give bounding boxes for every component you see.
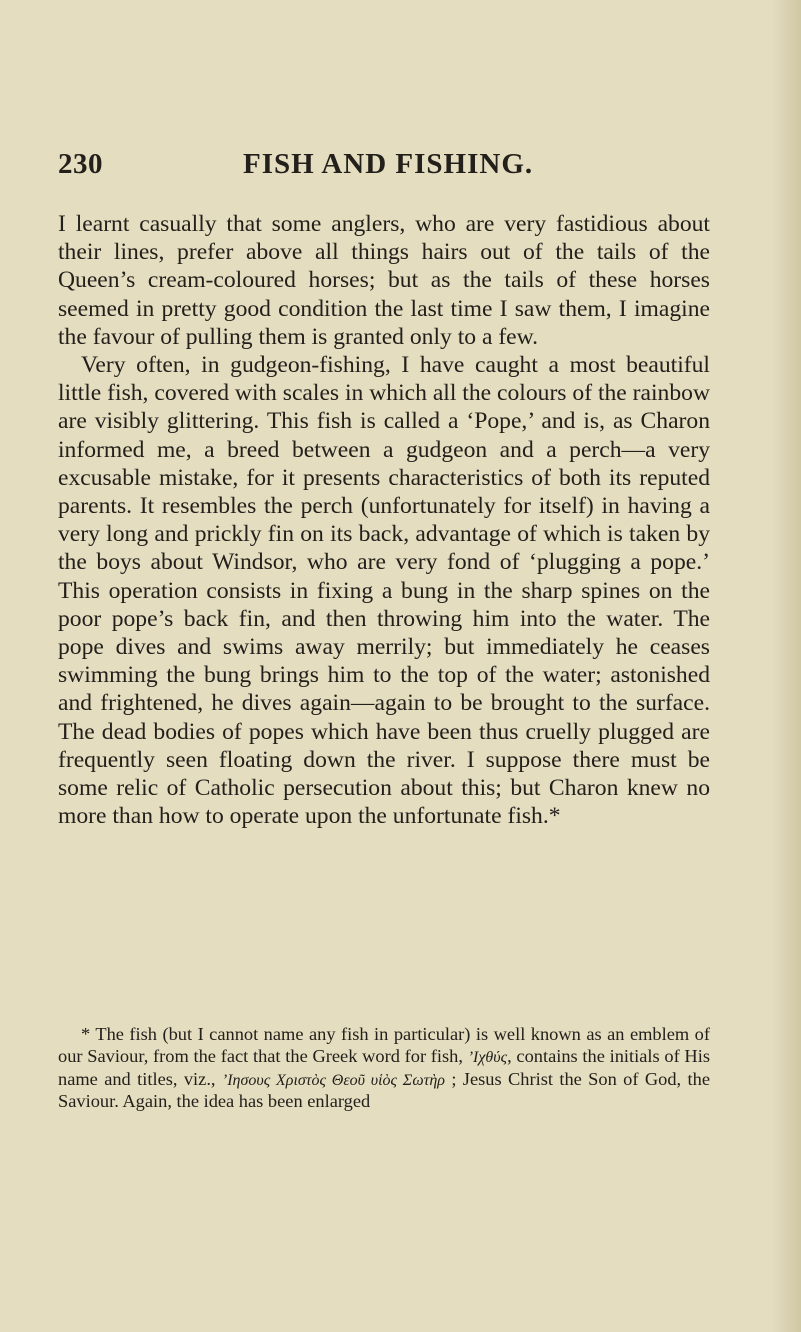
- page-header: [58, 148, 698, 188]
- body-text: [58, 210, 710, 830]
- page-edge-shadow: [771, 0, 801, 1332]
- greek-titles: ’Ιησους Χριστὸς Θεοῦ υἱὸς Σωτὴρ: [221, 1071, 445, 1089]
- greek-word-fish: ’Ιχθύς: [467, 1048, 508, 1066]
- page-number: 230: [58, 148, 103, 180]
- footnote-text-2: , contains the initials of His name and titles, viz.,: [58, 1045, 710, 1089]
- footnote-paragraph: [58, 1024, 710, 1113]
- footnote-text-1: * The fish (but I cannot name any fish in particular) is well known as an emblem of our Saviour, from the fact that the Greek word for fish,: [58, 1024, 710, 1066]
- footnote: [58, 1024, 710, 1113]
- paragraph: Very often, in gudgeon-fishing, I have caught a most beautiful little fish, covered with scales in which all the colours of the rainbow are visibly glittering. This fish is called a ‘Pope,’ and is, as Charon informed me, a breed between a gudgeon and a perch—a very excusable mistake, for it presents characteristics of both its reputed parents. It resembles the perch (unfortunately for itself) in having a very long and prickly fin on its back, advantage of which is taken by the boys about Windsor, who are very fond of ‘plugging a pope.’ This operation consists in fixing a bung in the sharp spines on the poor pope’s back fin, and then throwing him into the water. The pope dives and swims away merrily; but immediately he ceases swimming the bung brings him to the top of the water; astonished and frightened, he dives again—again to be brought to the surface. The dead bodies of popes which have been thus cruelly plugged are frequently seen floating down the river. I suppose there must be some relic of Catholic persecution about this; but Charon knew no more than how to operate upon the unfortunate fish.*: [58, 352, 710, 830]
- running-head: FISH AND FISHING.: [243, 148, 534, 180]
- footnote-text-3: ; Jesus Christ the Son of God, the Saviour. Again, the idea has been enlarged: [58, 1068, 710, 1112]
- paragraph: I learnt casually that some anglers, who are very fastidious about their lines, prefer above all things hairs out of the tails of the Queen’s cream-coloured horses; but as the tails of these horses seemed in pretty good condition the last time I saw them, I imagine the favour of pulling them is granted only to a few.: [58, 211, 710, 350]
